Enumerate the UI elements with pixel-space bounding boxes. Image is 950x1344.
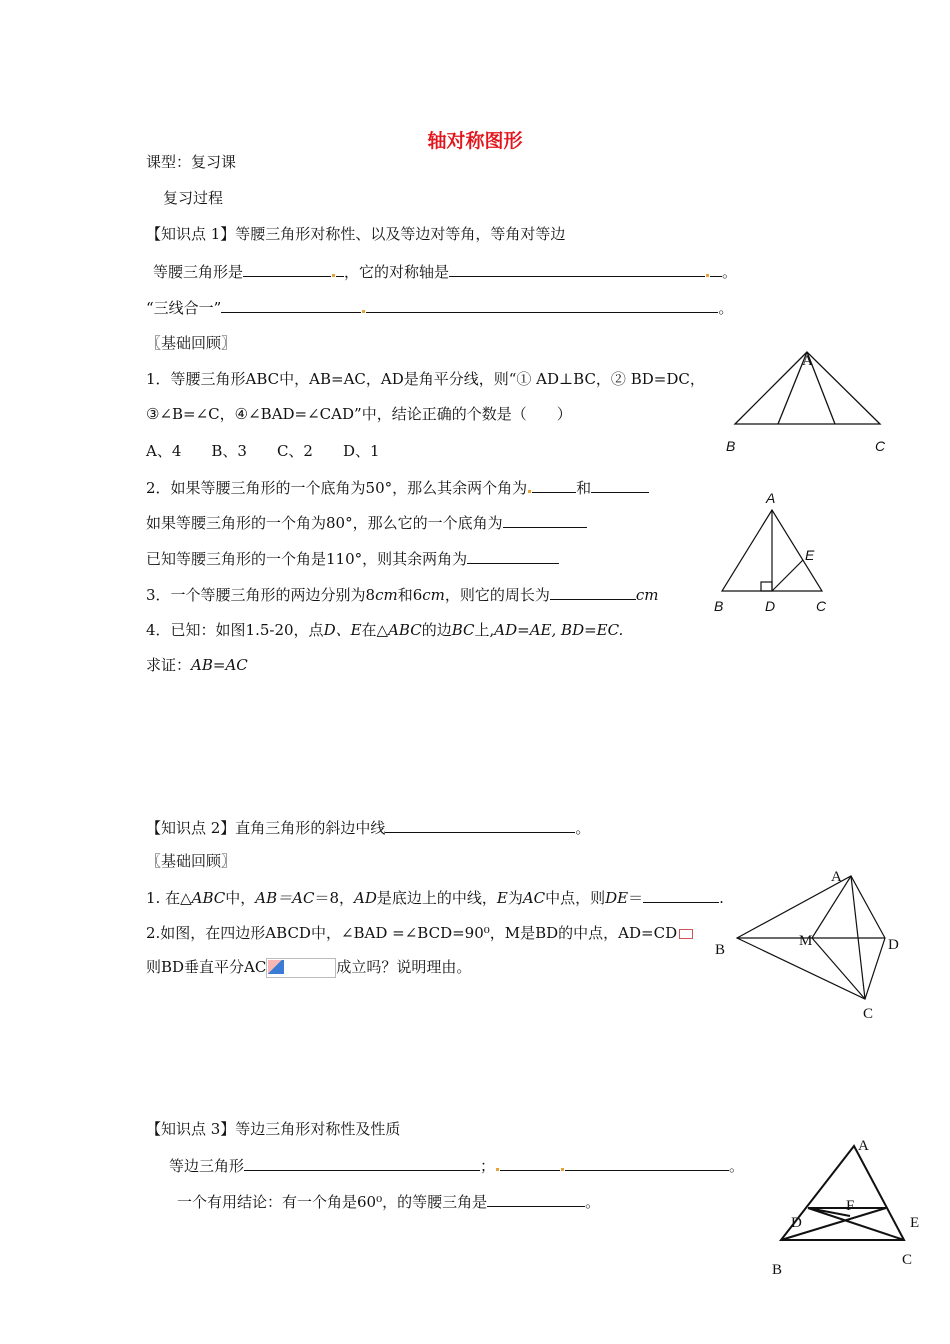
broken-image-icon: [266, 958, 336, 978]
q3-mid2: ，则它的周长为: [444, 586, 550, 604]
anchor-mark: [332, 274, 335, 277]
fig3-label-d: D: [888, 937, 899, 953]
figure-equilateral-triangle: [766, 1130, 936, 1280]
kp2-q1-c: ＝8，: [314, 889, 354, 907]
fig2-label-c: C: [816, 598, 827, 614]
q4-c: 的边: [421, 621, 452, 639]
kp3-line2-end: 。: [585, 1193, 601, 1211]
q2-line1-text: 2．如果等腰三角形的一个底角为50°，那么其余两个角为: [146, 479, 528, 497]
q4-abc: ABC: [388, 621, 422, 639]
q4-line: [146, 621, 623, 639]
kp2-q2-line1: [146, 924, 693, 942]
segment-de: [772, 560, 803, 591]
q3-unit: cm: [422, 586, 445, 604]
prove-line: [146, 656, 248, 674]
answer-blank[interactable]: [221, 298, 361, 313]
answer-blank[interactable]: [336, 262, 344, 277]
lesson-type: 课型：复习课: [146, 153, 237, 171]
figure-quadrilateral-abcd: [710, 864, 910, 1024]
basics-heading: 〖基础回顾〗: [146, 334, 237, 352]
kp1-line2: [146, 298, 733, 317]
basics-heading: 〖基础回顾〗: [146, 852, 237, 870]
fig4-label-f: F: [846, 1198, 855, 1214]
kp2-heading: 【知识点 2】直角三角形的斜边中线: [146, 819, 386, 837]
kp1-line1-label: 等腰三角形是: [153, 263, 244, 281]
prove-label: 求证：: [146, 656, 192, 674]
q1-line2: ③∠B=∠C，④∠BAD=∠CAD”中，结论正确的个数是（ ）: [146, 405, 572, 423]
fig4-label-a: A: [858, 1138, 869, 1154]
kp1-line1: [153, 262, 737, 281]
answer-blank[interactable]: [500, 1156, 560, 1171]
answer-blank[interactable]: [532, 478, 576, 493]
kp1-line1-mid: ，它的对称轴是: [344, 263, 450, 281]
q2-line2-text: 如果等腰三角形的一个角为80°，那么它的一个底角为: [146, 514, 503, 532]
fig4-label-e: E: [910, 1215, 920, 1231]
kp1-heading: 【知识点 1】等腰三角形对称性、以及等边对等角，等角对等边: [146, 225, 566, 243]
fig3-label-m: M: [799, 933, 813, 949]
anchor-mark: [496, 1168, 499, 1171]
q4-bc: BC: [451, 621, 475, 639]
kp2-q1-b: 中，: [225, 889, 256, 907]
answer-blank[interactable]: [710, 262, 722, 277]
kp2-q1-ac: AC: [522, 889, 546, 907]
q2-line3-text: 已知等腰三角形的一个角是110°，则其余两角为: [146, 550, 468, 568]
kp3-line1-label: 等边三角形: [169, 1157, 245, 1175]
kp3-heading: 【知识点 3】等边三角形对称性及性质: [146, 1120, 401, 1138]
q1-line1: 1．等腰三角形ABC中，AB=AC，AD是角平分线，则“① AD⊥BC，② BD=DC，: [146, 370, 705, 388]
q3-unit: cm: [375, 586, 398, 604]
answer-blank[interactable]: [467, 549, 559, 564]
q4-a: 4．已知：如图1.5-20，点: [146, 621, 324, 639]
kp2-q1-d: 是底边上的中线，: [376, 889, 497, 907]
kp2-q2-line2-b: 成立吗？说明理由。: [336, 958, 472, 976]
kp2-q1: [146, 888, 724, 907]
kp2-q1-ad: AD: [353, 889, 377, 907]
q2-and: 和: [576, 479, 592, 497]
anchor-mark: [528, 490, 531, 493]
broken-image-icon: [679, 929, 693, 939]
kp2-q1-eq: AB＝AC: [255, 889, 315, 907]
kp2-q1-f: 为: [507, 889, 523, 907]
kp2-q1-a: 1. 在△: [146, 889, 192, 907]
fig1-label-b: B: [726, 438, 736, 454]
kp2-q1-e: E: [496, 889, 508, 907]
fig2-label-d: D: [765, 598, 776, 614]
q3-unit-end: cm: [635, 586, 659, 604]
q4-de: D、E: [323, 621, 362, 639]
kp3-line2: [177, 1192, 600, 1211]
kp2-q1-h: ＝: [628, 889, 644, 907]
q2-line3: [146, 549, 559, 568]
kp2-q1-g: 中点，则: [545, 889, 606, 907]
fig2-label-e: E: [805, 547, 815, 563]
anchor-mark: [362, 310, 365, 313]
anchor-mark: [706, 274, 709, 277]
kp3-line1: [169, 1156, 744, 1175]
fig3-label-b: B: [715, 942, 726, 958]
fig4-label-d: D: [791, 1215, 802, 1231]
figure-isosceles-triangle: [720, 344, 900, 464]
kp2-q1-end: .: [719, 889, 724, 907]
q3-line: [146, 585, 659, 604]
median-am: [812, 876, 851, 938]
kp2-q2-line2: [146, 958, 471, 978]
answer-blank[interactable]: [503, 513, 587, 528]
kp2-q1-de: DE: [605, 889, 629, 907]
median-mc: [812, 938, 865, 999]
kp2-q1-abc: ABC: [191, 889, 226, 907]
answer-blank[interactable]: [449, 262, 705, 277]
answer-blank[interactable]: [550, 585, 636, 600]
answer-blank[interactable]: [487, 1192, 585, 1207]
answer-blank[interactable]: [244, 1156, 480, 1171]
fig1-label-c: C: [875, 438, 886, 454]
answer-blank[interactable]: [565, 1156, 729, 1171]
review-process: 复习过程: [163, 189, 224, 207]
kp2-heading-line: [146, 818, 590, 837]
kp1-line2-label: “三线合一”: [146, 299, 222, 317]
q3-text: 3．一个等腰三角形的两边分别为8: [146, 586, 376, 604]
kp3-semicolon: ；: [480, 1157, 496, 1175]
fig1-label-a: A: [802, 353, 813, 369]
kp1-line1-end: 。: [722, 263, 738, 281]
answer-blank[interactable]: [643, 888, 719, 903]
q3-mid: 和6: [397, 586, 423, 604]
q4-b: 在△: [361, 621, 389, 639]
fig2-label-b: B: [714, 598, 724, 614]
answer-blank[interactable]: [243, 262, 331, 277]
right-angle-mark: [761, 582, 772, 591]
kp3-line1-end: 。: [729, 1157, 745, 1175]
q2-line1: [146, 478, 649, 497]
fig4-label-b: B: [772, 1262, 783, 1278]
kp2-heading-end: 。: [575, 819, 591, 837]
q4-d: 上,: [474, 621, 495, 639]
answer-blank[interactable]: [366, 298, 718, 313]
fig4-label-c: C: [902, 1252, 913, 1268]
page-title: 轴对称图形: [427, 130, 523, 152]
figure-triangle-ade: [710, 488, 850, 618]
kp2-q2-text: 2.如图，在四边形ABCD中，∠BAD =∠BCD=90⁰，M是BD的中点，AD=CD: [146, 924, 678, 942]
fig3-label-a: A: [831, 869, 842, 885]
fig2-label-a: A: [766, 490, 776, 506]
answer-blank[interactable]: [591, 478, 649, 493]
kp3-line2-text: 一个有用结论：有一个角是60⁰，的等腰三角是: [177, 1193, 488, 1211]
kp2-q2-line2-a: 则BD垂直平分AC: [146, 958, 267, 976]
answer-blank[interactable]: [385, 818, 575, 833]
anchor-mark: [561, 1168, 564, 1171]
fig3-label-c: C: [863, 1006, 874, 1022]
kp1-line2-end: 。: [718, 299, 734, 317]
q2-line2: [146, 513, 587, 532]
q4-eq: AD=AE, BD=EC.: [494, 621, 624, 639]
q1-options: A、4 B、3 C、2 D、1: [146, 442, 380, 460]
prove-eq: AB=AC: [191, 656, 248, 674]
